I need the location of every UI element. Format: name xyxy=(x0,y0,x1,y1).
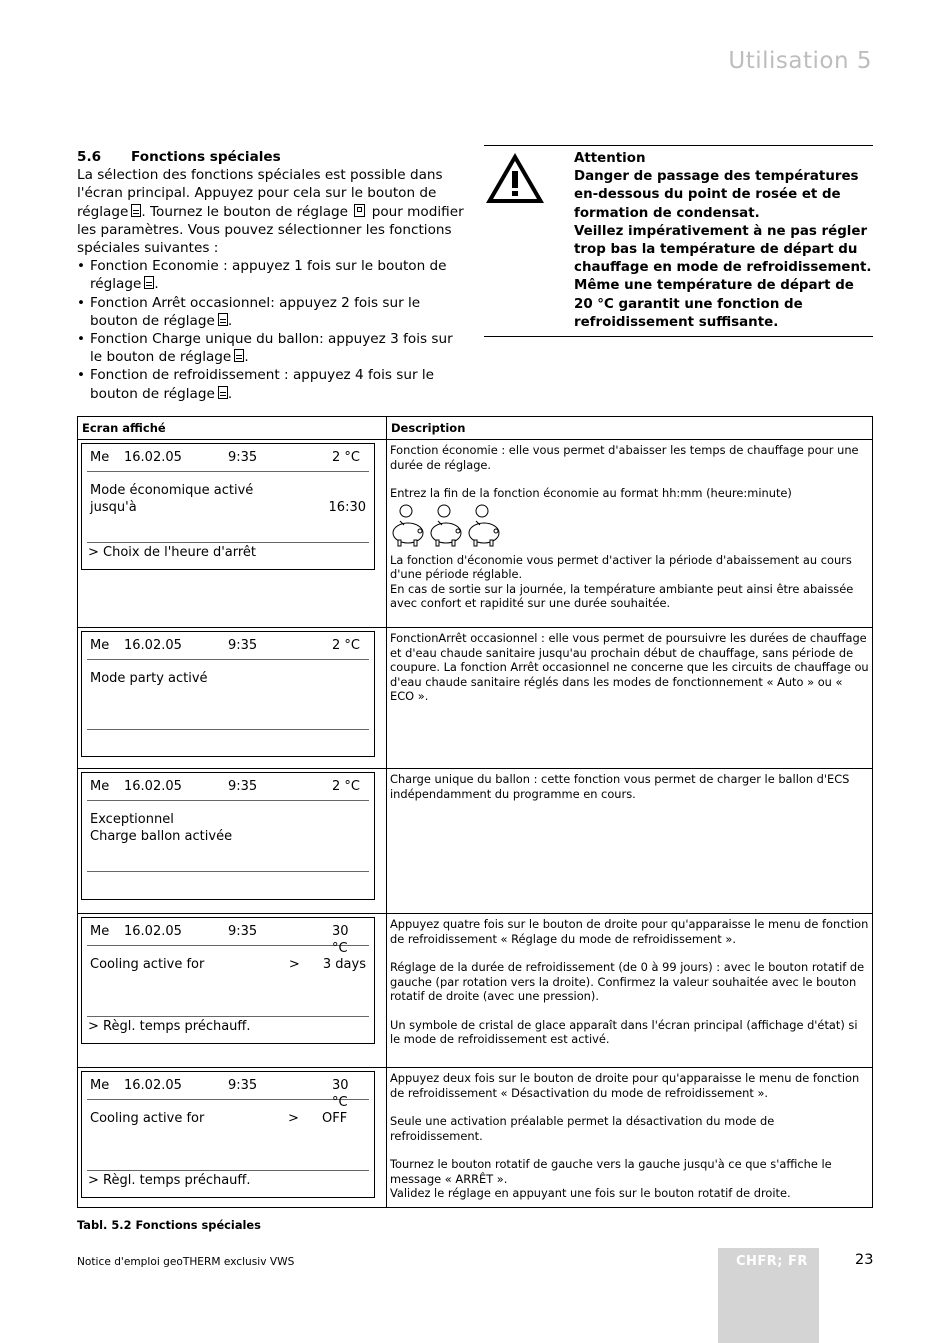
intro-text-3: pour modifier les paramètres. Vous pouvez sélectionner les fonctions spéciales suivantes : xyxy=(77,203,464,257)
screen-cell xyxy=(78,769,387,914)
rotary-knob-icon xyxy=(354,204,365,217)
warning-text xyxy=(574,150,873,332)
special-functions-list xyxy=(77,257,467,403)
warning-box xyxy=(484,145,873,337)
screen-cell xyxy=(78,628,387,769)
table-row xyxy=(78,769,873,914)
description-cell: Fonction économie : elle vous permet d'abaisser les temps de chauffage pour une durée de réglage. Entrez la fin de la fonction économie au format hh:mm (heure:minute) La fonction d'économie vous permet d'activer la période d'abaissement au cours d'une période réglable. En cas de sortie sur la journée, la température ambiante peut ainsi être abaissée avec confort et rapidité sur une durée souhaitée. xyxy=(387,440,873,628)
table-row xyxy=(78,440,873,628)
section-number: 5.6 xyxy=(77,149,102,165)
piggy-bank-icon xyxy=(466,503,502,549)
lcd-display: Me 16.02.05 9:35 2 °C Mode économique activé jusqu'à 16:30 > Choix de l'heure d'arrêt xyxy=(81,443,375,570)
list-item: • Fonction Charge unique du ballon: appuyez 3 fois sur le bouton de réglage . xyxy=(77,330,467,366)
setting-button-icon xyxy=(144,276,154,289)
list-item: • Fonction de refroidissement : appuyez 4 fois sur le bouton de réglage . xyxy=(77,366,467,402)
section-title: Fonctions spéciales xyxy=(131,149,281,165)
lcd-display: Me 16.02.05 9:35 30 °C Cooling active for > 3 days > Règl. temps préchauff. xyxy=(81,917,375,1044)
lcd-display: Me 16.02.05 9:35 30 °C Cooling active for > OFF > Règl. temps préchauff. xyxy=(81,1071,375,1198)
lcd-menu-footer: > Choix de l'heure d'arrêt xyxy=(88,545,257,560)
description-cell: Appuyez deux fois sur le bouton de droite pour qu'apparaisse le menu de fonction de refroidissement « Désactivation du mode de refroidissement ». Seule une activation préalable permet la désactivation du mode de refroidissement. Tournez le bouton rotatif de gauche vers la gauche jusqu'à ce que s'affiche le message « ARRÊT ». Validez le réglage en appuyant une fois sur le bouton rotatif de droite. xyxy=(387,1068,873,1208)
special-functions-table xyxy=(77,416,873,1208)
intro-text-1: La sélection des fonctions spéciales est possible dans l'écran principal. Appuyez pour cela sur le bouton de réglage xyxy=(77,167,443,220)
piggy-bank-icons xyxy=(390,503,869,549)
page-number: 23 xyxy=(855,1252,874,1268)
screen-cell xyxy=(78,914,387,1068)
table-row xyxy=(78,628,873,769)
setting-button-icon xyxy=(234,349,244,362)
section-special-functions xyxy=(77,148,467,403)
warning-triangle-icon xyxy=(484,151,546,205)
warning-title: Attention xyxy=(574,151,646,166)
list-item: • Fonction Arrêt occasionnel: appuyez 2 fois sur le bouton de réglage . xyxy=(77,294,467,330)
piggy-bank-icon xyxy=(428,503,464,549)
description-cell: Charge unique du ballon : cette fonction vous permet de charger le ballon d'ECS indépendamment du programme en cours. xyxy=(387,769,873,914)
document-title: Notice d'emploi geoTHERM exclusiv VWS xyxy=(77,1256,295,1268)
screen-cell xyxy=(78,1068,387,1208)
table-header-row xyxy=(78,417,873,440)
language-tab-label: CHFR; FR xyxy=(736,1254,808,1269)
lcd-display: Me 16.02.05 9:35 2 °C Exceptionnel Charge ballon activée xyxy=(81,772,375,900)
lcd-menu-footer: > Règl. temps préchauff. xyxy=(88,1173,251,1188)
screen-cell xyxy=(78,440,387,628)
intro-text-2: . Tournez le bouton de réglage xyxy=(141,203,349,220)
setting-button-icon xyxy=(218,386,228,399)
section-heading xyxy=(77,148,467,166)
table-row xyxy=(78,914,873,1068)
chapter-title: Utilisation 5 xyxy=(728,48,872,74)
description-cell: Appuyez quatre fois sur le bouton de droite pour qu'apparaisse le menu de fonction de refroidissement « Réglage du mode de refroidissement ». Réglage de la durée de refroidissement (de 0 à 99 jours) : avec le bouton rotatif de gauche (par rotation vers la droite). Confirmez la valeur souhaitée avec le bouton rotatif de droite (avec une pression). Un symbole de cristal de glace apparaît dans l'écran principal (affichage d'état) si le mode de refroidissement est activé. xyxy=(387,914,873,1068)
lcd-menu-footer: > Règl. temps préchauff. xyxy=(88,1019,251,1034)
language-tab xyxy=(718,1248,819,1343)
column-header-screen: Ecran affiché xyxy=(78,417,387,440)
setting-button-icon xyxy=(131,204,141,217)
table-row xyxy=(78,1068,873,1208)
warning-line-2: Veillez impérativement à ne pas régler trop bas la température de départ du chauffage en mode de refroidissement. Même une température de départ de 20 °C garantit une fonction de refroidissement suffisante. xyxy=(574,223,872,330)
column-header-description: Description xyxy=(387,417,873,440)
section-intro xyxy=(77,166,467,257)
setting-button-icon xyxy=(218,313,228,326)
piggy-bank-icon xyxy=(390,503,426,549)
table-caption: Tabl. 5.2 Fonctions spéciales xyxy=(77,1218,261,1232)
lcd-display: Me 16.02.05 9:35 2 °C Mode party activé xyxy=(81,631,375,757)
list-item: • Fonction Economie : appuyez 1 fois sur le bouton de réglage . xyxy=(77,257,467,293)
warning-line-1: Danger de passage des températures en-dessous du point de rosée et de formation de condensat. xyxy=(574,169,859,221)
description-cell: FonctionArrêt occasionnel : elle vous permet de poursuivre les durées de chauffage et d'eau chaude sanitaire jusqu'au prochain début de chauffage, sans période de coupure. La fonction Arrêt occasionnel ne concerne que les circuits de chauffage ou d'eau chaude sanitaire réglés dans les modes de fonctionnement « Auto » ou « ECO ». xyxy=(387,628,873,769)
